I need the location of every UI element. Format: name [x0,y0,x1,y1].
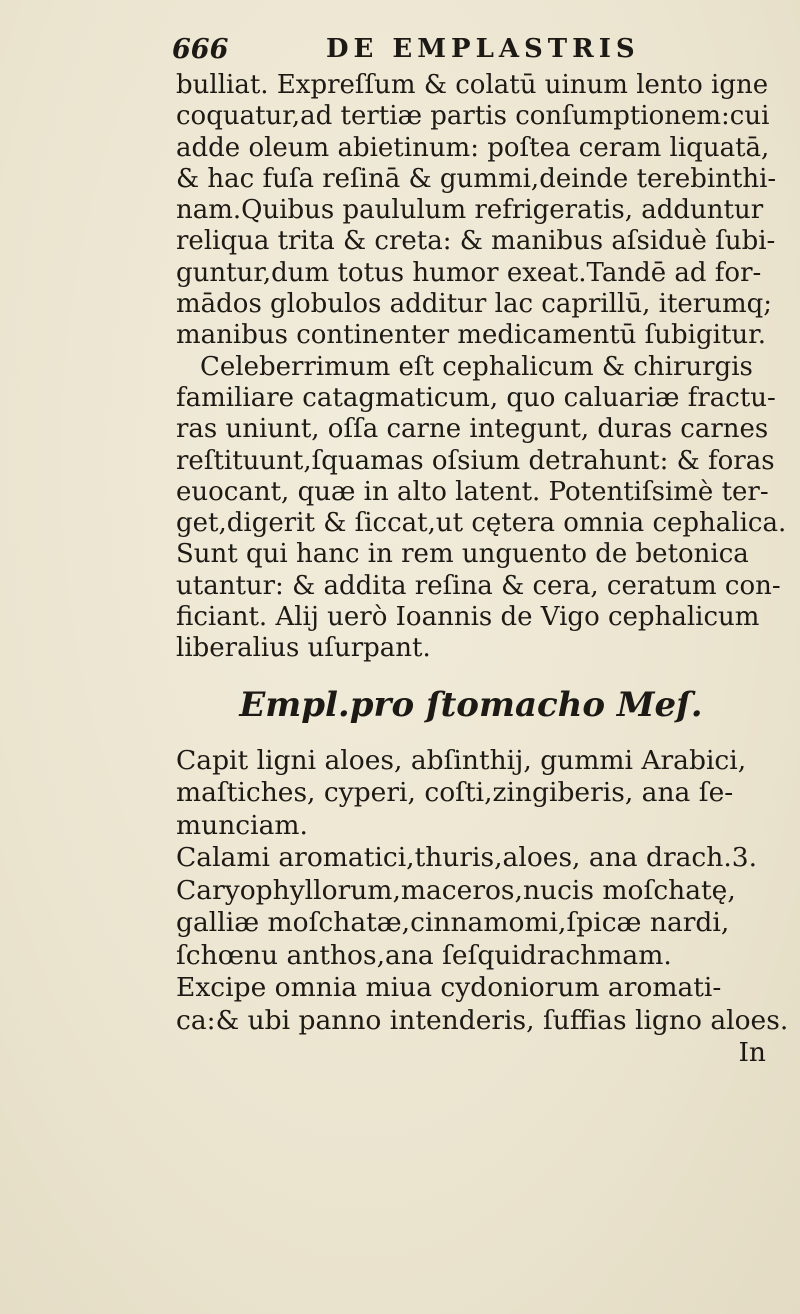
body-text [176,70,796,1070]
text-line: reſtituunt,ſquamas oſsium detrahunt: & foras [176,445,775,476]
recipe-line: Capit ligni aloes, abſinthij, gummi Arabici, [176,744,747,776]
catchword: In [738,1037,766,1069]
text-line: adde oleum abietinum: poſtea ceram liquatā, [176,132,770,163]
recipe-line: maſtiches, cyperi, coſti,zingiberis, ana ſe- [176,777,734,809]
recipe-line: Caryophyllorum,maceros,nucis moſchatę, [176,874,736,906]
recipe-line: ca:& ubi panno intenderis, ſuffias ligno aloes. [176,1004,789,1036]
text-line: utantur: & addita reſina & cera, ceratum con- [176,570,781,601]
running-title: DE EMPLASTRIS [326,34,640,64]
text-line: bulliat. Expreſſum & colatū uinum lento igne [176,70,769,100]
page-header [172,34,672,74]
text-line: manibus continenter medicamentū ſubigitur. [176,320,766,351]
text-line: familiare catagmaticum, quo caluariæ fractu- [176,382,776,413]
text-line: ras uniunt, oſſa carne integunt, duras carnes [176,414,769,445]
recipe-line: Excipe omnia miua cydoniorum aromati- [176,972,722,1004]
text-line: coquatur,ad tertiæ partis conſumptionem:cui [176,101,770,132]
text-line: ficiant. Alij uerò Ioannis de Vigo cephalicum [176,602,760,633]
text-line: mādos globulos additur lac caprillū, iterumq; [176,289,773,320]
text-line: get,digerit & ſiccat,ut cętera omnia cephalica. [176,508,787,539]
recipe-line: ſchœnu anthos,ana ſeſquidrachmam. [176,939,672,971]
text-line: liberalius uſurpant. [176,633,431,664]
paragraph-1 [176,70,796,352]
text-line: guntur,dum totus humor exeat.Tandē ad for- [176,257,762,288]
text-line: & hac fuſa reſinā & gummi,deinde terebinthi- [176,163,777,194]
text-line: nam.Quibus paululum refrigeratis, adduntur [176,195,764,226]
recipe-line: Calami aromatici,thuris,aloes, ana drach.3. [176,842,758,874]
text-line: Sunt qui hanc in rem unguento de betonica [176,539,749,570]
recipe-line: munciam. [176,809,308,841]
recipe-line: galliæ moſchatæ,cinnamomi,ſpicæ nardi, [176,907,730,939]
section-heading: Empl.pro ſtomacho Meſ. [239,684,703,725]
text-line: Celeberrimum eſt cephalicum & chirurgis [200,351,753,382]
text-line: reliqua trita & creta: & manibus aſsiduè ſubi- [176,226,776,257]
page-number: 666 [172,34,229,65]
recipe [176,745,796,1070]
paragraph-2 [176,352,796,665]
text-line: euocant, quæ in alto latent. Potentiſsimè ter- [176,476,769,507]
